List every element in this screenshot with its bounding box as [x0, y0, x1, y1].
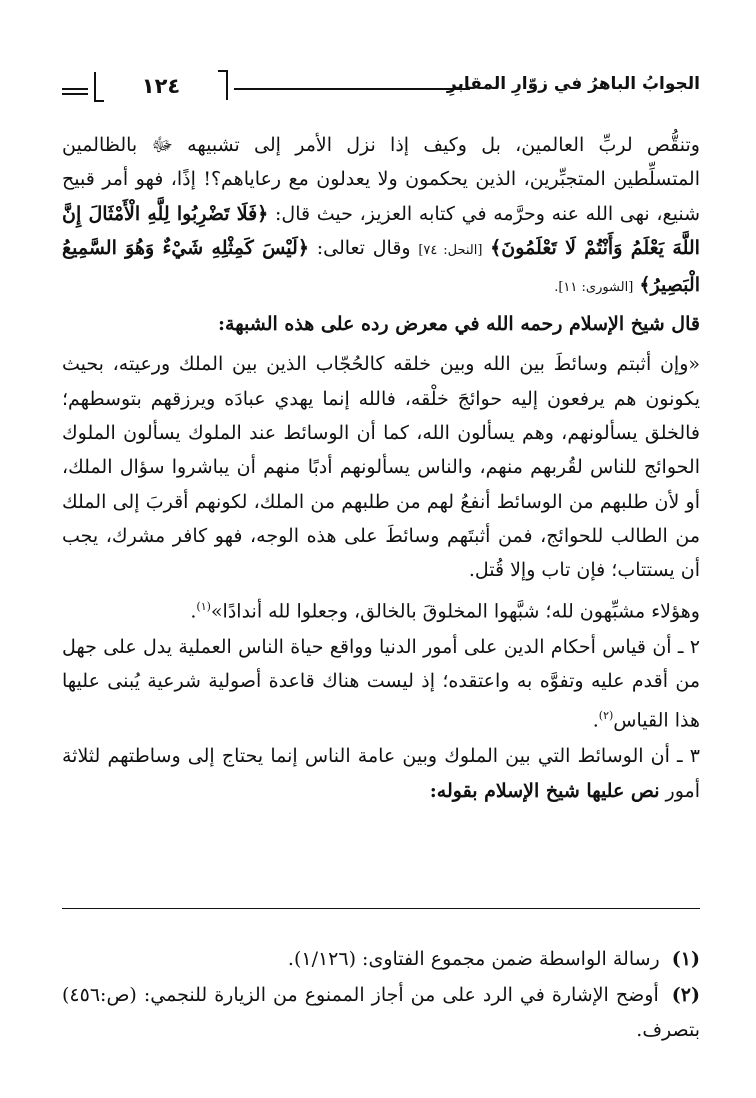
section-heading: قال شيخ الإسلام رحمه الله في معرض رده على هذه الشبهة: — [218, 313, 700, 336]
paragraph-4-end: . — [592, 709, 599, 732]
footnote-1-text: رسالة الواسطة ضمن مجموع الفتاوى: (١/١٢٦). — [287, 948, 660, 970]
paragraph-3-end: . — [190, 599, 197, 622]
footnote-separator — [62, 908, 700, 909]
paragraph-5 — [62, 739, 700, 808]
paragraph-3-text: وهؤلاء مشبِّهون لله؛ شبَّهوا المخلوقَ بالخالق، وجعلوا لله أندادًا» — [210, 599, 700, 622]
footnote-marker-2: (٢) — [598, 708, 614, 722]
footnotes — [62, 942, 700, 1049]
paragraph-1-text-b: وقال تعالى: — [316, 236, 411, 259]
footnote-1 — [62, 942, 700, 976]
quran-quote-2: ﴿لَيْسَ كَمِثْلِهِ شَيْءٌ وَهُوَ السَّمِيعُ الْبَصِيرُ﴾ — [62, 236, 700, 297]
book-title: الجوابُ الباهرُ في زوّارِ المقابرِ — [446, 74, 700, 94]
footnote-2 — [62, 978, 700, 1047]
footnote-1-number: (١) — [671, 948, 700, 970]
quran-ref-1: [النحل: ٧٤] — [418, 242, 483, 258]
page — [62, 62, 701, 1041]
header-rule — [234, 88, 470, 90]
quran-quote-1: ﴿فَلَا تَضْرِبُوا لِلَّهِ الْأَمْثَالَ إِنَّ اللَّهَ يَعْلَمُ وَأَنْتُمْ لَا تَعْلَمُونَ﴾ — [62, 202, 700, 259]
paragraph-1-text: وتنقُّص لربِّ العالمين، بل وكيف إذا نزل الأمر إلى تشبيهه ﷻ بالظالمين المتسلِّطين المتجبِّرين، الذين يحكمون ولا يعدلون مع رعاياهم؟! إذًا، فهو أمر قبيح شنيع، نهى الله عنه وحرَّمه في كتابه العزيز، حيث قال: — [62, 134, 701, 225]
paragraph-1 — [62, 128, 700, 305]
paragraph-2: «وإن أثبتم وسائطَ بين الله وبين خلقه كالحُجّاب الذين بين الملك ورعيته، بحيث يكونون هم يرفعون إليه حوائجَ خلْقه، فالله إنما يهدي عبادَه ويرزقهم بتوسطهم؛ فالخلق يسألونهم، وهم يسألون الله، كما أن الوسائط عند الملوك يسألون الملوك الحوائج للناس لقُربهم منهم، والناس يسألونهم أدبًا منهم أن يباشروا سؤال الملك، أو لأن طلبهم من الوسائط أنفعُ لهم من طلبهم من الملك، لكونهم أقربَ إلى الملك من الطالب للحوائج، فمن أثبتَهم وسائطَ على هذه الوجه، فهو كافر مشرك، يجب أن يستتاب؛ فإن تاب وإلا قُتل. — [62, 353, 701, 582]
footnote-marker-1: (١) — [196, 599, 211, 613]
page-number: ١٢٤ — [94, 72, 228, 100]
quran-ref-2: [الشورى: ١١]. — [554, 280, 634, 296]
paragraph-4-text: ٢ ـ أن قياس أحكام الدين على أمور الدنيا وواقع حياة الناس العملية يدل على جهل من أقدم عليه وتفوَّه به واعتقده؛ إذ ليست هناك قاعدة أصولية شرعية يُبنى عليها هذا القياس — [62, 636, 700, 732]
header-rule-left — [62, 88, 88, 90]
paragraph-4 — [62, 630, 700, 737]
header-rule-left-2 — [62, 93, 88, 95]
footnote-2-text: أوضح الإشارة في الرد على من أجاز الممنوع من الزيارة للنجمي: (ص:٤٥٦) بتصرف. — [62, 984, 700, 1041]
paragraph-5-bold: نص عليها شيخ الإسلام بقوله: — [429, 779, 660, 802]
page-header — [62, 62, 700, 106]
paragraph-5-text: ٣ ـ أن الوسائط التي بين الملوك وبين عامة الناس إنما يحتاج إلى وساطتهم لثلاثة أمور — [62, 745, 700, 802]
footnote-2-number: (٢) — [671, 984, 700, 1007]
paragraph-3 — [62, 590, 700, 629]
main-text — [62, 128, 700, 808]
